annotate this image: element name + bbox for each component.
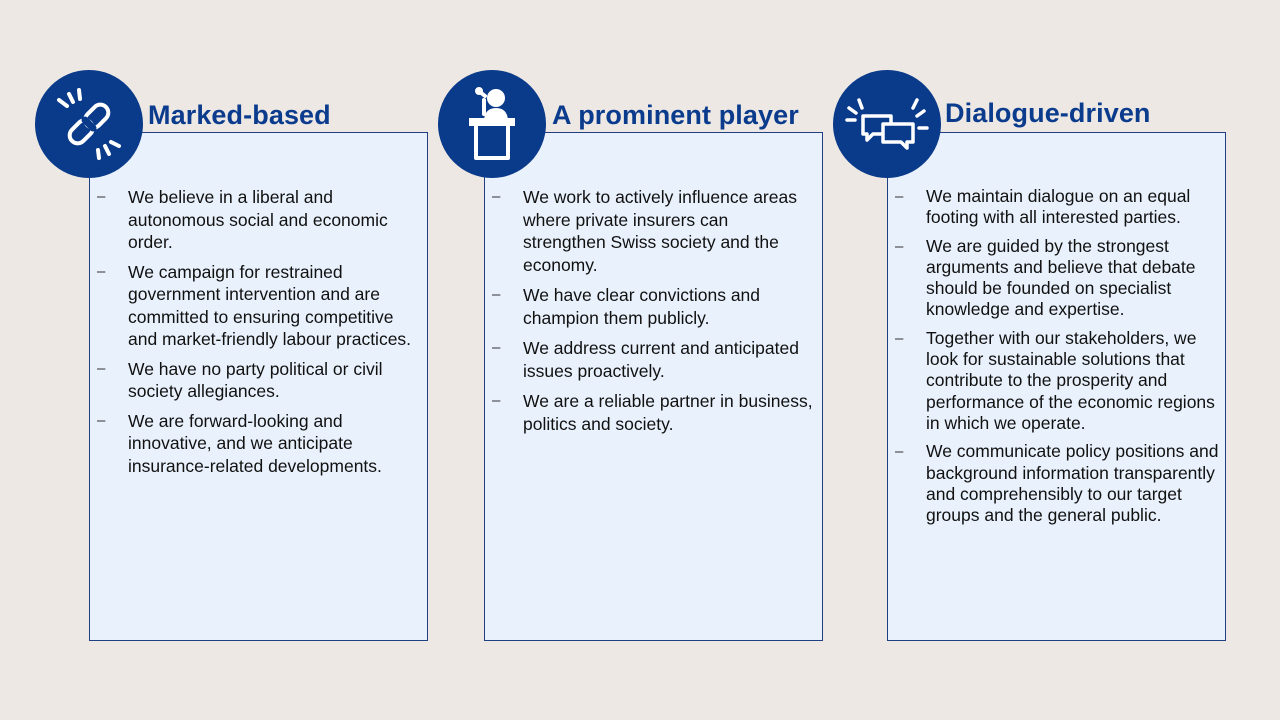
- bullet-dash: –: [97, 359, 106, 377]
- list-item: – We maintain dialogue on an equal footing with all interested parties.: [895, 186, 1191, 228]
- bullet-dash: –: [97, 411, 106, 429]
- bullet-dash: –: [492, 188, 501, 205]
- column-title: A prominent player: [552, 100, 799, 130]
- bullet-dash: –: [895, 237, 904, 255]
- list-item: – We communicate policy positions and background information transparently and comprehensibly to our target groups and the general public.: [895, 441, 1219, 526]
- bullet-dash: –: [895, 188, 904, 205]
- list-item: – We believe in a liberal and autonomous social and economic order.: [97, 187, 388, 252]
- list-item: – We work to actively influence areas where private insurers can strengthen Swiss society and the economy.: [492, 187, 797, 275]
- list-item: – We have no party political or civil society allegiances.: [97, 358, 383, 401]
- list-item: – We are forward-looking and innovative, and we anticipate insurance-related developments.: [97, 410, 382, 476]
- list-item: – We campaign for restrained government intervention and are committed to ensuring competitive and market-friendly labour practices.: [97, 261, 412, 349]
- bullet-dash: –: [97, 188, 106, 205]
- bullet-list: [895, 186, 1222, 533]
- bullet-list: [492, 186, 815, 443]
- list-item: – We are guided by the strongest arguments and believe that debate should be founded on specialist knowledge and expertise.: [895, 235, 1196, 320]
- bullet-dash: –: [492, 392, 501, 409]
- bullet-dash: –: [895, 329, 904, 347]
- list-item: – Together with our stakeholders, we look for sustainable solutions that contribute to the prosperity and performance of the economic regions in which we operate.: [895, 327, 1215, 433]
- speaker-podium-icon: [438, 70, 546, 178]
- list-item: – We have clear convictions and champion them publicly.: [492, 285, 761, 328]
- bullet-dash: –: [492, 286, 501, 303]
- bullet-dash: –: [492, 339, 501, 356]
- list-item: – We address current and anticipated issues proactively.: [492, 338, 799, 381]
- bullet-dash: –: [895, 443, 904, 461]
- column-title: Marked-based: [148, 100, 331, 130]
- list-item: – We are a reliable partner in business, politics and society.: [492, 391, 813, 434]
- column-title: Dialogue-driven: [945, 98, 1151, 128]
- bullet-dash: –: [97, 262, 106, 280]
- speech-bubbles-icon: [833, 70, 941, 178]
